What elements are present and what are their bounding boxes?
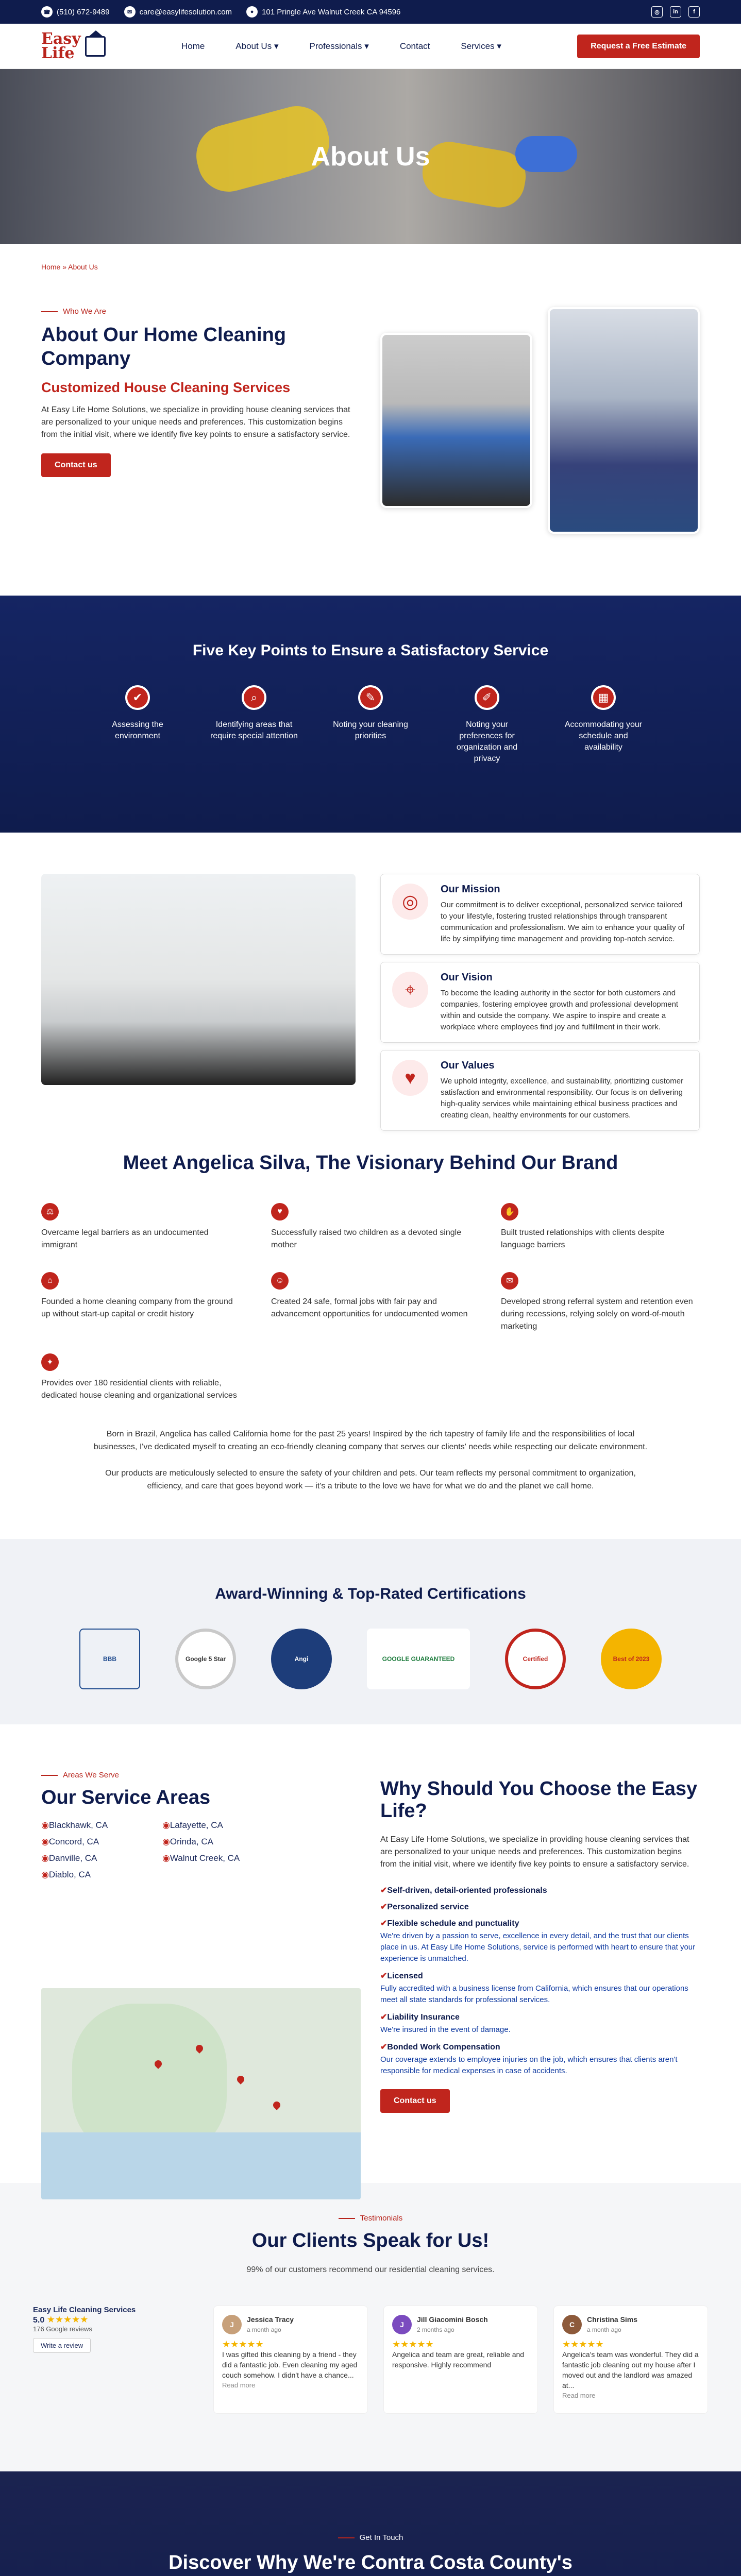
founder-point-text: Built trusted relationships with clients despite language barriers <box>501 1228 665 1249</box>
testimonials-sub: 99% of our customers recommend our residential cleaning services. <box>246 2265 495 2274</box>
top-phone-text[interactable]: (510) 672-9489 <box>57 7 110 16</box>
feature-list <box>380 1885 700 2077</box>
founder-section <box>0 1152 741 1493</box>
review-text: Angelica and team are great, reliable and responsive. Highly recommend <box>392 2350 525 2369</box>
feature-desc: Fully accredited with a business license from California, which ensures that our operations meet all state standards for professional services. <box>380 1984 688 2004</box>
map-water <box>41 2132 361 2199</box>
city-item: ◉ Lafayette, CA <box>162 1820 268 1831</box>
review-date: 2 months ago <box>417 2326 454 2333</box>
nav-contact[interactable]: Contact <box>399 41 430 51</box>
areas-title: Our Service Areas <box>41 1787 211 1808</box>
review-card <box>213 2306 368 2414</box>
angi-badge: Angi <box>271 1629 332 1689</box>
city-item: ◉ Diablo, CA <box>41 1870 147 1880</box>
star-rating-icon: ★★★★★ <box>46 2314 89 2325</box>
founder-story-1: Born in Brazil, Angelica has called California home for the past 25 years! Inspired by the rich tapestry of family life and the responsibilities of local businesses, I've dedicated myself to creating an eco-friendly cleaning company that serves our clients' needs while respecting our delicate environment. <box>93 1430 648 1451</box>
review-text: I was gifted this cleaning by a friend - they did a fantastic job. Even cleaning my aged couch somehow. I didn't have a chance... <box>222 2350 358 2379</box>
card-body: We uphold integrity, excellence, and sustainability, prioritizing customer satisfaction and environmental responsibility. Our focus is on delivering high-quality services while maintaining ethical business practices and creating clean, healthy environments for our customers. <box>441 1077 684 1120</box>
testimonials-title: Our Clients Speak for Us! <box>251 2230 490 2251</box>
city-item: ◉ Blackhawk, CA <box>41 1820 147 1831</box>
top-email-text[interactable]: care@easylifesolution.com <box>139 7 232 16</box>
about-tag: Who We Are <box>41 307 350 316</box>
founder-point-text: Created 24 safe, formal jobs with fair pay and advancement opportunities for undocumented women <box>271 1297 468 1318</box>
about-subtitle: Customized House Cleaning Services <box>41 380 291 395</box>
city-item: ◉ Danville, CA <box>41 1853 147 1863</box>
nav-services[interactable]: Services ▾ <box>461 41 501 52</box>
about-body: At Easy Life Home Solutions, we specialize in providing house cleaning services that are personalized to your unique needs and preferences. This customization begins from the initial visit, where we identify five key points to ensure a satisfactory service. <box>41 405 350 439</box>
edit-icon: ✐ <box>475 685 499 710</box>
card-body: To become the leading authority in the sector for both customers and companies, fostering employee growth and professional development within and outside the company. We aspire to inspire and create a workplace where employees find joy and fulfillment in their work. <box>441 989 679 1031</box>
about-title: About Our Home Cleaning Company <box>41 324 286 369</box>
cta-title: Discover Why We're Contra Costa County's <box>169 2552 572 2573</box>
review-text: Angelica's team was wonderful. They did a fantastic job cleaning out my house after I moved out and the landlord was amazed at... <box>562 2350 699 2389</box>
top-address-text: 101 Pringle Ave Walnut Creek CA 94596 <box>262 7 401 16</box>
handshake-icon: ✋ <box>501 1203 518 1221</box>
gavel-icon: ⚖ <box>41 1203 59 1221</box>
top-bar <box>0 0 741 24</box>
key-label: Noting your preferences for organization and privacy <box>456 720 518 763</box>
home-icon: ⌂ <box>41 1272 59 1290</box>
top-email[interactable] <box>124 6 232 18</box>
about-photo-2 <box>548 307 700 534</box>
map-pin-icon[interactable] <box>235 2074 246 2084</box>
hero-glove-shape <box>418 138 530 211</box>
google-summary <box>33 2306 198 2353</box>
card-title: Our Values <box>441 1060 495 1071</box>
reviewer-name: Christina Sims <box>587 2315 638 2324</box>
key-point <box>327 685 414 765</box>
hero-banner <box>0 69 741 244</box>
chat-icon: ✉ <box>501 1272 518 1290</box>
testimonials-section <box>0 2183 741 2471</box>
avatar: C <box>562 2315 582 2334</box>
star-rating-icon: ★★★★★ <box>392 2339 434 2349</box>
testimonials-tag: Testimonials <box>0 2214 741 2223</box>
founder-title: Meet Angelica Silva, The Visionary Behind Our Brand <box>123 1152 618 1174</box>
feature-desc: Our coverage extends to employee injuries on the job, which ensures that clients aren't responsible for medical expenses in case of accidents. <box>380 2055 678 2075</box>
avatar: J <box>392 2315 412 2334</box>
check-icon: ✔ <box>125 685 150 710</box>
city-list <box>41 1820 268 1880</box>
top-phone[interactable] <box>41 6 110 18</box>
feature-heading: ✔ Self-driven, detail-oriented professionals <box>380 1885 700 1895</box>
read-more-link[interactable]: Read more <box>222 2381 256 2389</box>
search-icon: ⌕ <box>242 685 266 710</box>
feature-heading: ✔ Flexible schedule and punctuality <box>380 1918 700 1928</box>
google-guaranteed-badge: GOOGLE GUARANTEED <box>367 1629 470 1689</box>
broom-icon: ✦ <box>41 1353 59 1371</box>
rating-value: 5.0 <box>33 2316 45 2325</box>
areas-why-section <box>0 1724 741 2188</box>
founder-point <box>41 1203 240 1251</box>
logo-line2: Life <box>41 44 75 62</box>
mail-icon: ✉ <box>124 6 136 18</box>
review-count: 176 Google reviews <box>33 2325 92 2333</box>
calendar-icon: ▦ <box>591 685 616 710</box>
awards-title: Award-Winning & Top-Rated Certifications <box>215 1585 526 1602</box>
logo[interactable] <box>41 29 106 62</box>
key-point <box>94 685 181 765</box>
mvv-section <box>0 833 741 1152</box>
founder-point <box>41 1353 240 1402</box>
feature-heading: ✔ Licensed <box>380 1971 700 1981</box>
nav-home[interactable]: Home <box>181 41 205 51</box>
key-point <box>210 685 298 765</box>
city-item: ◉ Walnut Creek, CA <box>162 1853 268 1863</box>
city-item: ◉ Orinda, CA <box>162 1837 268 1847</box>
about-photo-1 <box>380 333 532 508</box>
hero-title: About Us <box>311 142 430 172</box>
card-title: Our Mission <box>441 884 500 895</box>
telescope-icon: ⌖ <box>392 972 428 1008</box>
phone-icon: ☎ <box>41 6 53 18</box>
top-address <box>246 6 400 18</box>
founder-point-text: Provides over 180 residential clients with reliable, dedicated house cleaning and organizational services <box>41 1379 237 1400</box>
key-label: Accommodating your schedule and availability <box>564 720 643 752</box>
founder-point <box>41 1272 240 1333</box>
why-body: At Easy Life Home Solutions, we specialize in providing house cleaning services that are personalized to your unique needs and preferences. This customization begins from the initial visit, where we identify five key points to ensure a satisfactory service. <box>380 1835 689 1869</box>
founder-point-text: Founded a home cleaning company from the ground up without start-up capital or credit history <box>41 1297 233 1318</box>
company-name: Easy Life Cleaning Services <box>33 2306 136 2314</box>
founder-point <box>501 1203 700 1251</box>
vision-card <box>380 962 700 1043</box>
feature-heading: ✔ Liability Insurance <box>380 2012 700 2022</box>
mission-card <box>380 874 700 955</box>
values-card <box>380 1050 700 1131</box>
write-review-button[interactable]: Write a review <box>33 2338 91 2353</box>
card-body: Our commitment is to deliver exceptional, personalized service tailored to your lifestyle, fostering trusted relationships through transparent communication and professionalism. We aim to enhance your quality of life by simplifying time management and providing top-notch service. <box>441 901 685 943</box>
founder-point-text: Overcame legal barriers as an undocumented immigrant <box>41 1228 209 1249</box>
awards-section <box>0 1539 741 1724</box>
keys-title: Five Key Points to Ensure a Satisfactory Service <box>192 642 549 659</box>
founder-point-text: Successfully raised two children as a devoted single mother <box>271 1228 462 1249</box>
key-point <box>560 685 647 765</box>
hero-brush-shape <box>515 136 577 172</box>
hands-heart-icon: ♥ <box>392 1060 428 1096</box>
office-cleaning-photo <box>41 874 356 1085</box>
service-area-map[interactable] <box>41 1988 361 2199</box>
star-rating-icon: ★★★★★ <box>222 2339 264 2349</box>
cta-section <box>0 2471 741 2576</box>
location-icon: ● <box>246 6 258 18</box>
breadcrumb[interactable]: Home » About Us <box>41 263 98 271</box>
review-date: a month ago <box>587 2326 621 2333</box>
feature-heading: ✔ Bonded Work Compensation <box>380 2042 700 2052</box>
why-contact-button[interactable]: Contact us <box>380 2089 450 2113</box>
users-icon: ☺ <box>271 1272 289 1290</box>
read-more-link[interactable]: Read more <box>562 2392 596 2399</box>
google-5-star-badge: Google 5 Star <box>175 1629 236 1689</box>
main-nav <box>0 24 741 69</box>
logo-line1: Easy <box>41 29 81 48</box>
star-rating-icon: ★★★★★ <box>562 2339 604 2349</box>
nav-about[interactable]: About Us ▾ <box>235 41 278 52</box>
reviewer-name: Jessica Tracy <box>247 2315 294 2324</box>
linkedin-icon[interactable]: in <box>670 6 681 18</box>
feature-desc: We're driven by a passion to serve, excellence in every detail, and the trust that our clients place in us. At Easy Life Home Solutions, service is performed with heart to ensure that your experience is unmatched. <box>380 1931 696 1963</box>
key-label: Assessing the environment <box>112 720 163 740</box>
founder-point <box>271 1203 470 1251</box>
facebook-icon[interactable]: f <box>688 6 700 18</box>
brush-icon: ✎ <box>358 685 383 710</box>
feature-desc: We're insured in the event of damage. <box>380 2025 511 2034</box>
feature-heading: ✔ Personalized service <box>380 1902 700 1912</box>
card-title: Our Vision <box>441 972 493 983</box>
key-point <box>443 685 531 765</box>
nav-professionals[interactable]: Professionals ▾ <box>309 41 368 52</box>
areas-tag: Areas We Serve <box>41 1771 361 1780</box>
about-contact-button[interactable]: Contact us <box>41 453 111 477</box>
target-icon: ◎ <box>392 884 428 920</box>
why-title: Why Should You Choose the Easy Life? <box>380 1778 698 1822</box>
certified-badge: Certified <box>505 1629 566 1689</box>
cta-tag: Get In Touch <box>0 2533 741 2542</box>
founder-point <box>501 1272 700 1333</box>
instagram-icon[interactable]: ◎ <box>651 6 663 18</box>
five-keys-section <box>0 596 741 833</box>
review-date: a month ago <box>247 2326 281 2333</box>
bbb-badge: BBB <box>79 1629 140 1689</box>
review-card <box>553 2306 708 2414</box>
review-card <box>383 2306 538 2414</box>
reviewer-name: Jill Giacomini Bosch <box>417 2315 488 2324</box>
map-pin-icon[interactable] <box>272 2100 282 2110</box>
about-section <box>0 307 741 554</box>
city-item: ◉ Concord, CA <box>41 1837 147 1847</box>
founder-point <box>271 1272 470 1333</box>
founder-point-text: Developed strong referral system and retention even during recessions, relying solely on word-of-mouth marketing <box>501 1297 693 1331</box>
key-label: Noting your cleaning priorities <box>333 720 408 740</box>
heart-icon: ♥ <box>271 1203 289 1221</box>
request-estimate-button[interactable]: Request a Free Estimate <box>577 35 700 58</box>
house-icon <box>85 36 106 57</box>
key-label: Identifying areas that require special attention <box>210 720 298 740</box>
avatar: J <box>222 2315 242 2334</box>
best-of-2023-badge: Best of 2023 <box>601 1629 662 1689</box>
founder-story-2: Our products are meticulously selected to ensure the safety of your children and pets. Our team reflects my personal commitment to organization, efficiency, and care that goes beyond work — it's a tribute to the love we have for what we do and the planet we call home. <box>105 1469 636 1490</box>
